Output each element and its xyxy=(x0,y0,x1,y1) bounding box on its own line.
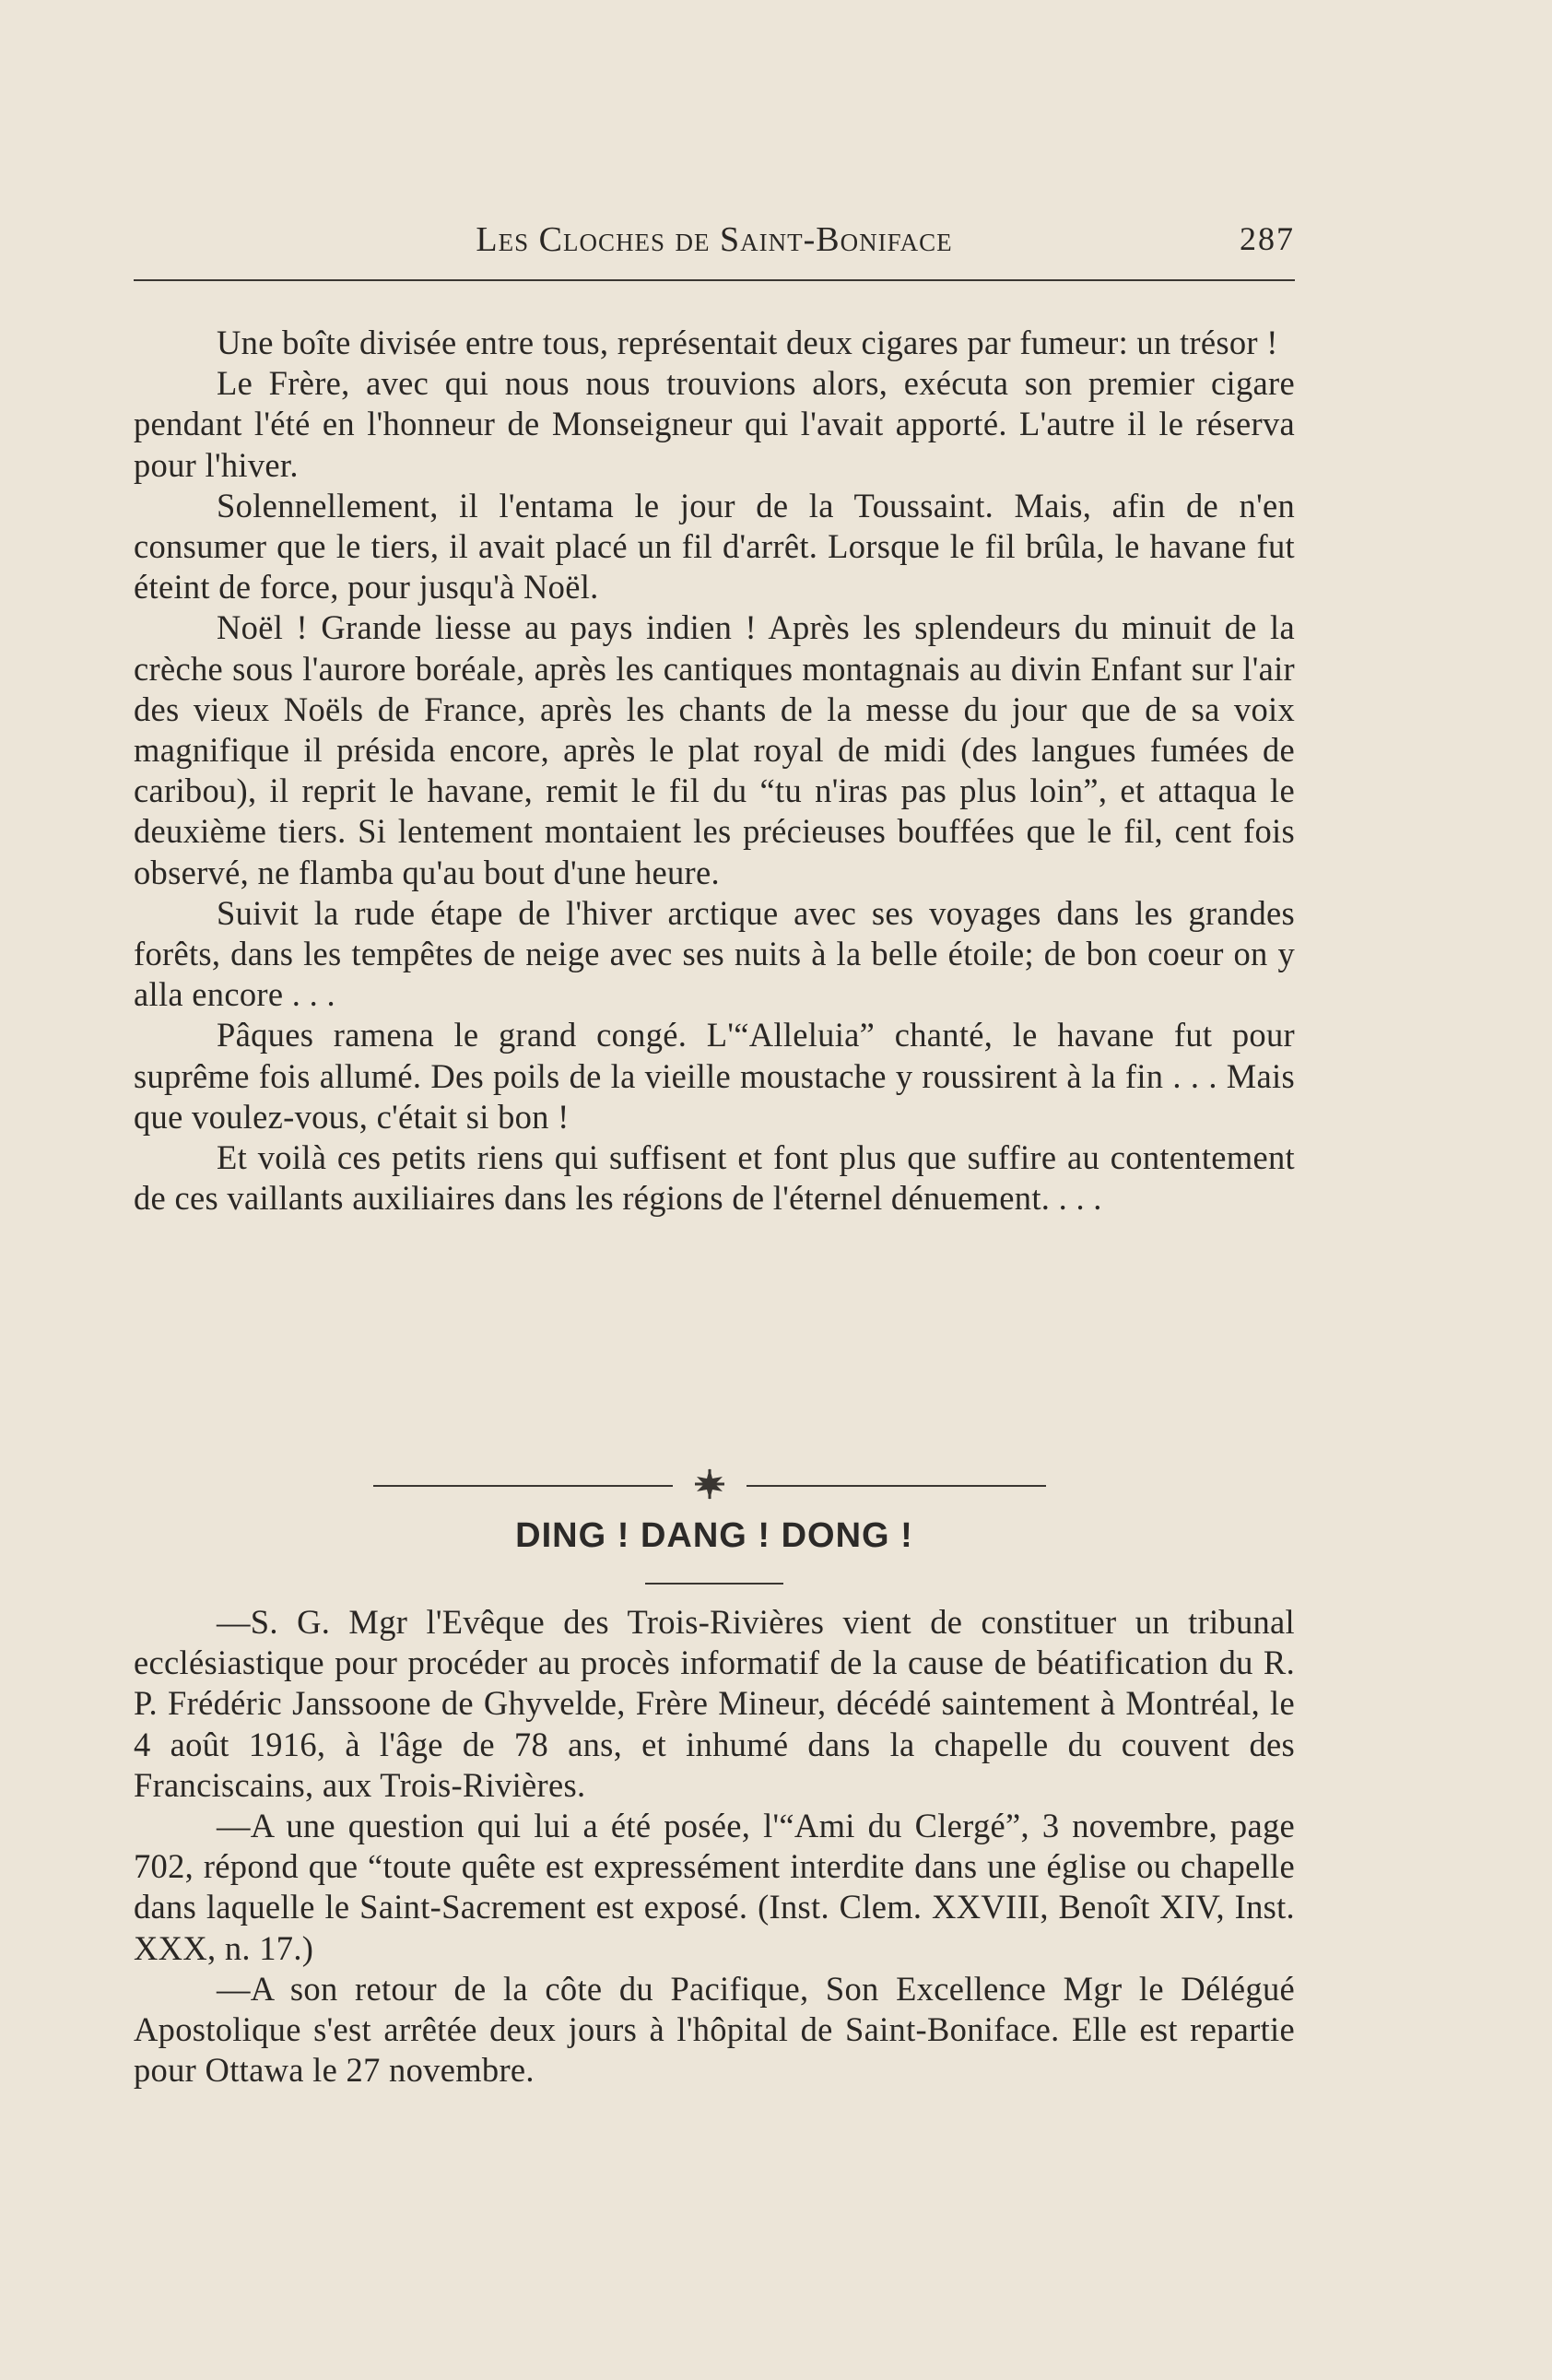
divider-line-left xyxy=(373,1485,673,1487)
heading-rule xyxy=(645,1583,783,1585)
paragraph: Noël ! Grande liesse au pays indien ! Après les splendeurs du minuit de la crèche sous l'aurore boréale, après les cantiques montagnais au divin Enfant sur l'air des vieux Noëls de France, après les chants de la messe du jour que de sa voix magnifique il présida encore, après le plat royal de midi (des langues fumées de caribou), il reprit le havane, remit le fil du “tu n'iras pas plus loin”, et attaqua le deuxième tiers. Si lentement montaient les précieuses bouffées que le fil, cent fois observé, ne flamba qu'au bout d'une heure. xyxy=(134,608,1295,891)
news-item: —S. G. Mgr l'Evêque des Trois-Rivières vient de constituer un tribunal ecclésiastique pour procéder au procès informatif de la cause de béatification du R. P. Frédéric Janssoone de Ghyvelde, Frère Mineur, décédé saintement à Montréal, le 4 août 1916, à l'âge de 78 ans, et inhumé dans la chapelle du couvent des Franciscains, aux Trois-Rivières. xyxy=(134,1603,1295,1804)
running-head xyxy=(134,210,1295,265)
divider-line-right xyxy=(747,1485,1046,1487)
news-item: —A son retour de la côte du Pacifique, Son Excellence Mgr le Délégué Apostolique s'est arrêtée deux jours à l'hôpital de Saint-Boniface. Elle est repartie pour Ottawa le 27 novembre. xyxy=(134,1969,1295,2090)
paragraph: Et voilà ces petits riens qui suffisent et font plus que suffire au contentement de ces vaillants auxiliaires dans les régions de l'éternel dénuement. . . . xyxy=(134,1138,1295,1218)
paragraph: Le Frère, avec qui nous nous trouvions alors, exécuta son premier cigare pendant l'été en l'honneur de Monseigneur qui l'avait apporté. L'autre il le réserva pour l'hiver. xyxy=(134,364,1295,484)
main-text xyxy=(134,323,1295,1219)
paragraph: Une boîte divisée entre tous, représentait deux cigares par fumeur: un trésor ! xyxy=(217,324,1278,361)
section-heading: DING ! DANG ! DONG ! xyxy=(515,1516,913,1555)
running-title: Les Cloches de Saint-Boniface xyxy=(476,220,953,259)
cross-icon xyxy=(691,1466,728,1502)
page-number: 287 xyxy=(1240,220,1295,257)
paragraph: Suivit la rude étape de l'hiver arctique avec ses voyages dans les grandes forêts, dans les tempêtes de neige avec ses nuits à la belle étoile; de bon coeur on y alla encore . . . xyxy=(134,893,1295,1014)
paragraph: Pâques ramena le grand congé. L'“Alleluia” chanté, le havane fut pour suprême fois allumé. Des poils de la vieille moustache y roussirent à la fin . . . Mais que voulez-vous, c'était si bon ! xyxy=(134,1016,1295,1136)
news-item: —A une question qui lui a été posée, l'“Ami du Clergé”, 3 novembre, page 702, répond que “toute quête est expressément interdite dans une église ou chapelle dans laquelle le Saint-Sacrement est exposé. (Inst. Clem. XXVIII, Benoît XIV, Inst. XXX, n. 17.) xyxy=(134,1807,1295,1967)
header-rule xyxy=(134,279,1295,281)
section-divider xyxy=(373,1466,1046,1502)
paragraph: Solennellement, il l'entama le jour de la Toussaint. Mais, afin de n'en consumer que le tiers, il avait placé un fil d'arrêt. Lorsque le fil brûla, le havane fut éteint de force, pour jusqu'à Noël. xyxy=(134,486,1295,607)
news-items xyxy=(134,1602,1295,2091)
